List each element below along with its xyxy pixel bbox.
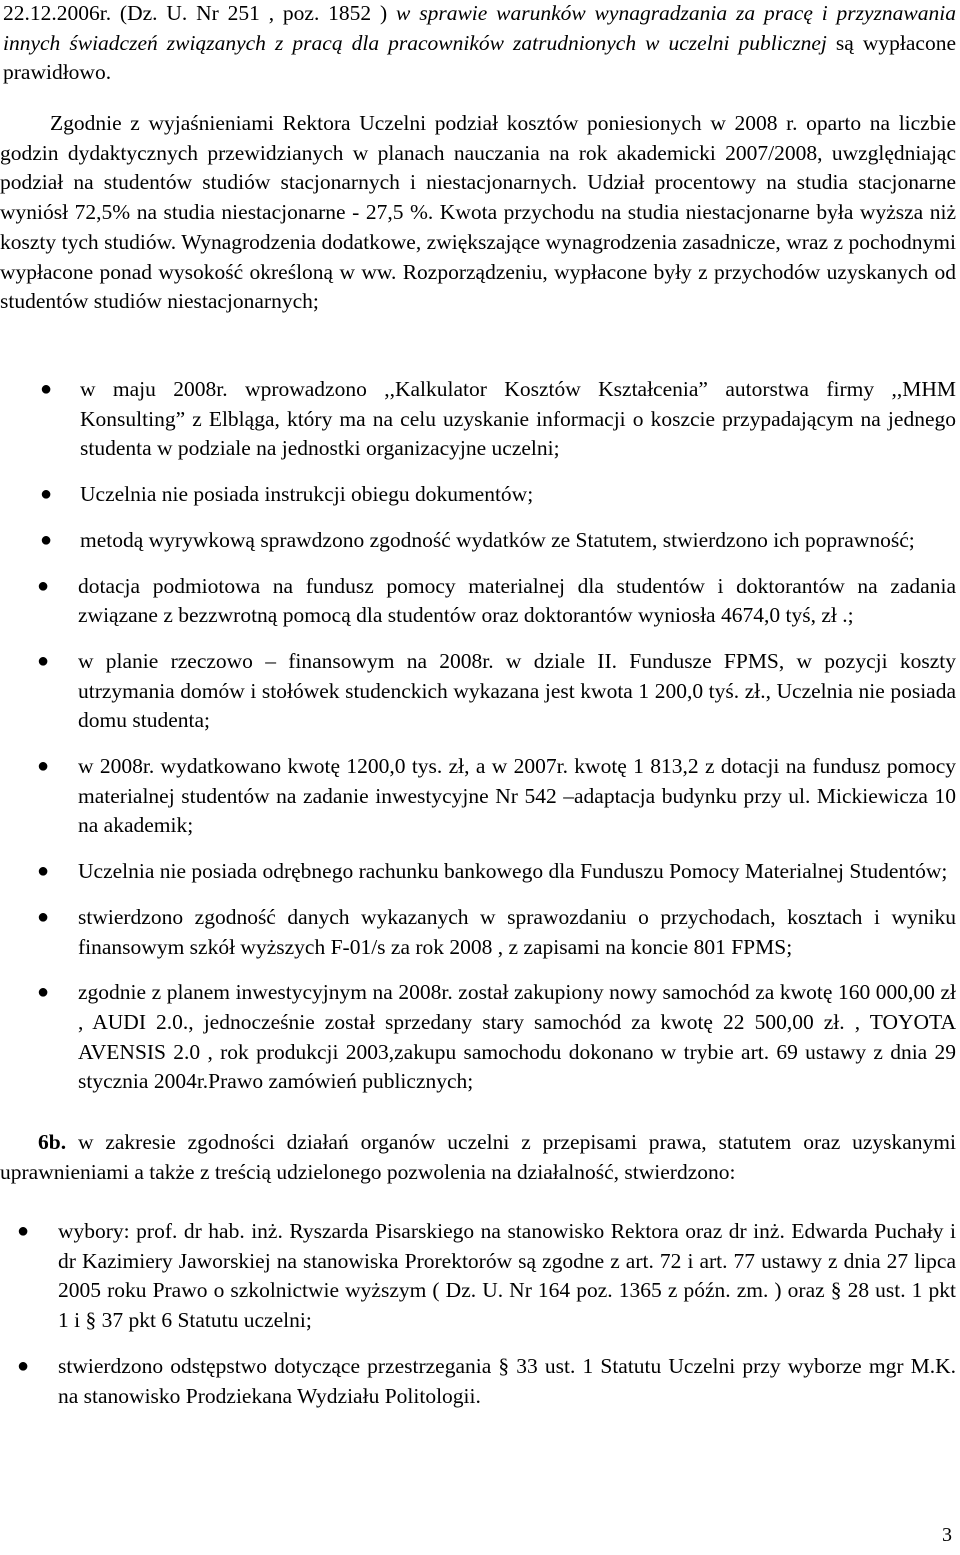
bullet-icon: ●: [37, 981, 50, 1004]
bullet-icon: ●: [40, 483, 53, 506]
intro-fragment: [3, 0, 956, 88]
section-indent: [0, 1130, 38, 1154]
list-item: [0, 480, 956, 510]
cost-allocation-body: Zgodnie z wyjaśnieniami Rektora Uczelni podział kosztów poniesionych w 2008 r. oparto na liczbie godzin dydaktycznych przewidzianych w planach nauczania na rok akademicki 2007/2008, uwzględniając podział na studentów studiów stacjonarnych i niestacjonarnych. Udział procentowy na studia stacjonarne wyniósł 72,5% na studia niestacjonarne - 27,5 %. Kwota przychodu na studia niestacjonarne była wyższa niż koszty tych studiów. Wynagrodzenia dodatkowe, zwiększające wynagrodzenia zasadnicze, wraz z pochodnymi wypłacone ponad wysokość określoną w ww. Rozporządzeniu, wypłacone były z przychodów uzyskanych od studentów studiów niestacjonarnych;: [0, 111, 956, 314]
bullet-icon: ●: [37, 755, 50, 778]
list-item: [0, 375, 956, 464]
bullet-icon: ●: [40, 378, 53, 400]
bullet-icon: ●: [17, 1354, 30, 1377]
list-item-text: w 2008r. wydatkowano kwotę 1200,0 tys. zł, a w 2007r. kwotę 1 813,2 z dotacji na fundusz pomocy materialnej studentów na zadanie inwestycyjne Nr 542 –adaptacja budynku przy ul. Mickiewicza 10 na akademik;: [78, 754, 956, 838]
list-item-text: dotacja podmiotowa na fundusz pomocy materialnej dla studentów i doktorantów na zadania związane z bezzwrotną pomocą dla studentów oraz doktorantów wyniosła 4674,0 tyś, zł .;: [78, 573, 956, 628]
intro-conclusion: są wypłacone prawidłowo.: [3, 30, 956, 85]
list-item-text: zgodnie z planem inwestycyjnym na 2008r. został zakupiony nowy samochód za kwotę 160 000,00 zł , AUDI 2.0., jednocześnie został sprzedany stary samochód za kwotę 22 500,00 zł. , TOYOTA AVENSIS 2.0 , rok produkcji 2003,zakupu samochodu dokonano w trybie art. 69 ustawy z dnia 29 stycznia 2004r.Prawo zamówień publicznych;: [78, 980, 956, 1094]
intro-regulation-title: w sprawie warunków wynagradzania za pracę i przyznawania innych świadczeń związanych z pracą dla pracowników zatrudnionych w uczelni publicznej: [3, 1, 956, 55]
list-item: [0, 526, 956, 556]
list-item: [0, 1217, 956, 1336]
section-6b-text: w zakresie zgodności działań organów uczelni z przepisami prawa, statutem oraz uzyskanymi uprawnieniami a także z treścią udzielonego pozwolenia na działalność, stwierdzono:: [0, 1130, 956, 1184]
bullet-icon: ●: [37, 574, 50, 597]
list-item-text: wybory: prof. dr hab. inż. Ryszarda Pisarskiego na stanowisko Rektora oraz dr inż. Edwarda Puchały i dr Kazimiery Jaworskiej na stanowiska Prorektorów są zgodne z art. 72 i art. 77 ustawy z dnia 27 lipca 2005 roku Prawo o szkolnictwie wyższym ( Dz. U. Nr 164 poz. 1365 z późn. zm. ) oraz § 28 ust. 1 pkt 1 i § 37 pkt 6 Statutu uczelni;: [58, 1219, 956, 1333]
page-number: 3: [942, 1524, 952, 1546]
bullet-icon: ●: [17, 1220, 30, 1242]
section-6b-label: 6b.: [38, 1130, 67, 1154]
list-item-text: Uczelnia nie posiada instrukcji obiegu dokumentów;: [80, 482, 534, 507]
paragraph-indent: [0, 111, 50, 135]
list-item: [0, 857, 956, 887]
findings-list: [0, 375, 956, 1113]
list-item-text: Uczelnia nie posiada odrębnego rachunku bankowego dla Funduszu Pomocy Materialnej Studentów;: [78, 859, 948, 884]
intro-regulation-ref: 22.12.2006r. (Dz. U. Nr 251 , poz. 1852 ): [3, 1, 397, 25]
section-6b-paragraph: [0, 1128, 956, 1187]
bullet-icon: ●: [37, 905, 50, 928]
list-item-text: stwierdzono odstępstwo dotyczące przestrzegania § 33 ust. 1 Statutu Uczelni przy wyborze mgr M.K. na stanowisko Prodziekana Wydziału Politologii.: [58, 1353, 956, 1408]
list-item: [0, 903, 956, 962]
elections-list: [0, 1217, 956, 1427]
cost-allocation-text: [0, 109, 956, 317]
list-item: [0, 1352, 956, 1411]
intro-paragraph: [3, 0, 956, 88]
list-item-text: metodą wyrywkową sprawdzono zgodność wydatków ze Statutem, stwierdzono ich poprawność;: [80, 527, 915, 552]
list-item: [0, 572, 956, 631]
list-item: [0, 752, 956, 841]
list-item-text: w planie rzeczowo – finansowym na 2008r. w dziale II. Fundusze FPMS, w pozycji koszty utrzymania domów i stołówek studenckich wykazana jest kwota 1 200,0 tyś. zł., Uczelnia nie posiada domu studenta;: [78, 648, 956, 733]
list-item: [0, 978, 956, 1097]
bullet-icon: ●: [40, 528, 53, 551]
bullet-icon: ●: [37, 649, 50, 672]
list-item-text: w maju 2008r. wprowadzono ,,Kalkulator Kosztów Kształcenia” autorstwa firmy ,,MHM Konsulting” z Elbląga, który ma na celu uzyskanie informacji o koszcie przypadającym na jednego studenta w podziale na jednostki organizacyjne uczelni;: [80, 377, 956, 461]
list-item: [0, 647, 956, 736]
cost-allocation-paragraph: [0, 109, 956, 317]
section-6b: [0, 1128, 956, 1187]
list-item-text: stwierdzono zgodność danych wykazanych w sprawozdaniu o przychodach, kosztach i wyniku finansowym szkół wyższych F-01/s za rok 2008 , z zapisami na koncie 801 FPMS;: [78, 904, 956, 959]
bullet-icon: ●: [37, 860, 50, 883]
